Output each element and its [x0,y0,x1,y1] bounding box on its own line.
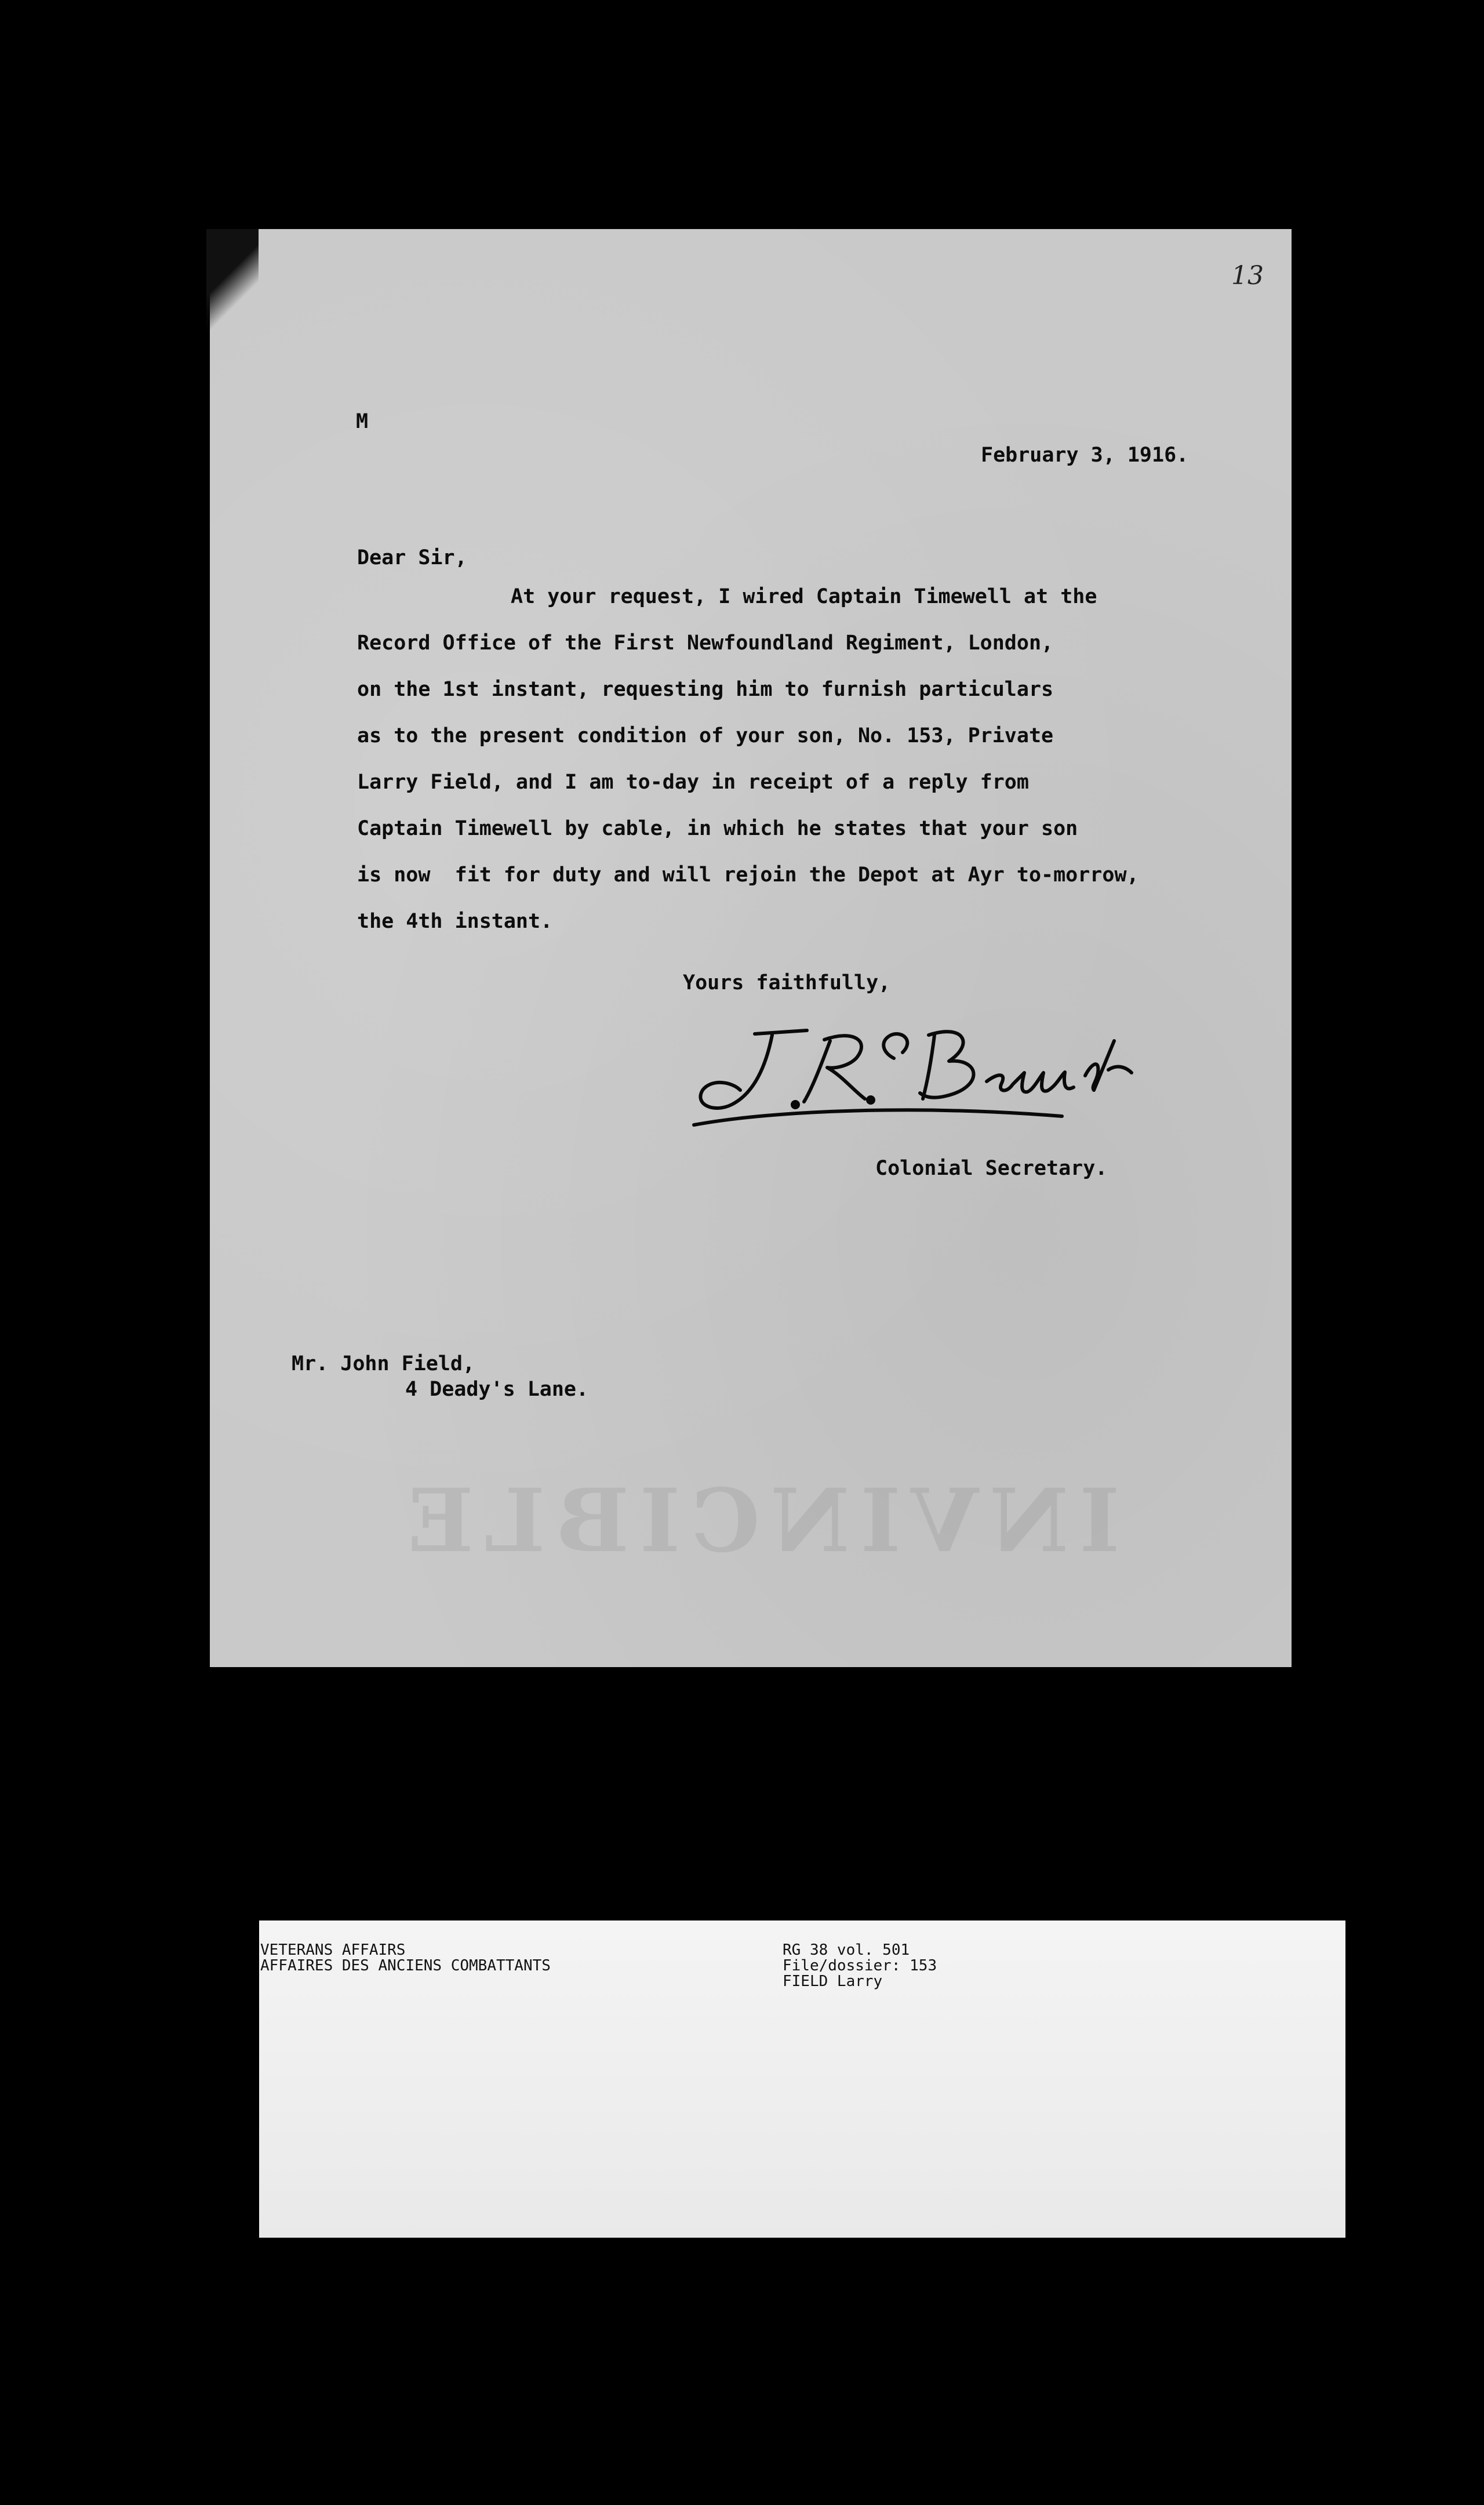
handwritten-signature [685,1018,1166,1134]
body-line: Record Office of the First Newfoundland Regiment, London, [357,631,1054,655]
label-reference [783,1943,937,1990]
label-line: File/dossier: 153 [783,1957,937,1974]
letter-body [357,573,1227,945]
file-mark: M [356,410,369,433]
letter-page [210,229,1292,1667]
body-line: Captain Timewell by cable, in which he states that your son [357,817,1078,840]
body-line: as to the present condition of your son, No. 153, Private [357,724,1054,747]
label-line: FIELD Larry [783,1973,883,1990]
body-line: At your request, I wired Captain Timewell at the [511,585,1097,608]
label-department [260,1943,551,1974]
recipient-address [292,1351,588,1402]
body-line: the 4th instant. [357,910,553,933]
label-line: RG 38 vol. 501 [783,1941,910,1959]
address-line: Mr. John Field, [292,1352,475,1375]
torn-corner [206,229,259,368]
label-line: AFFAIRES DES ANCIENS COMBATTANTS [260,1957,551,1974]
letter-date: February 3, 1916. [981,444,1189,467]
address-line: 4 Deady's Lane. [405,1378,589,1401]
body-line: Larry Field, and I am to-day in receipt of a reply from [357,771,1029,794]
page-number: 13 [1231,261,1264,291]
body-line: on the 1st instant, requesting him to furnish particulars [357,678,1054,701]
signer-title: Colonial Secretary. [875,1157,1108,1180]
archive-label-card [259,1921,1345,2238]
label-line: VETERANS AFFAIRS [260,1941,406,1959]
closing: Yours faithfully, [683,971,891,994]
salutation: Dear Sir, [357,546,467,569]
body-line: is now fit for duty and will rejoin the Depot at Ayr to-morrow, [357,863,1139,887]
paper-watermark: INVINCIBLE [397,1470,1120,1572]
